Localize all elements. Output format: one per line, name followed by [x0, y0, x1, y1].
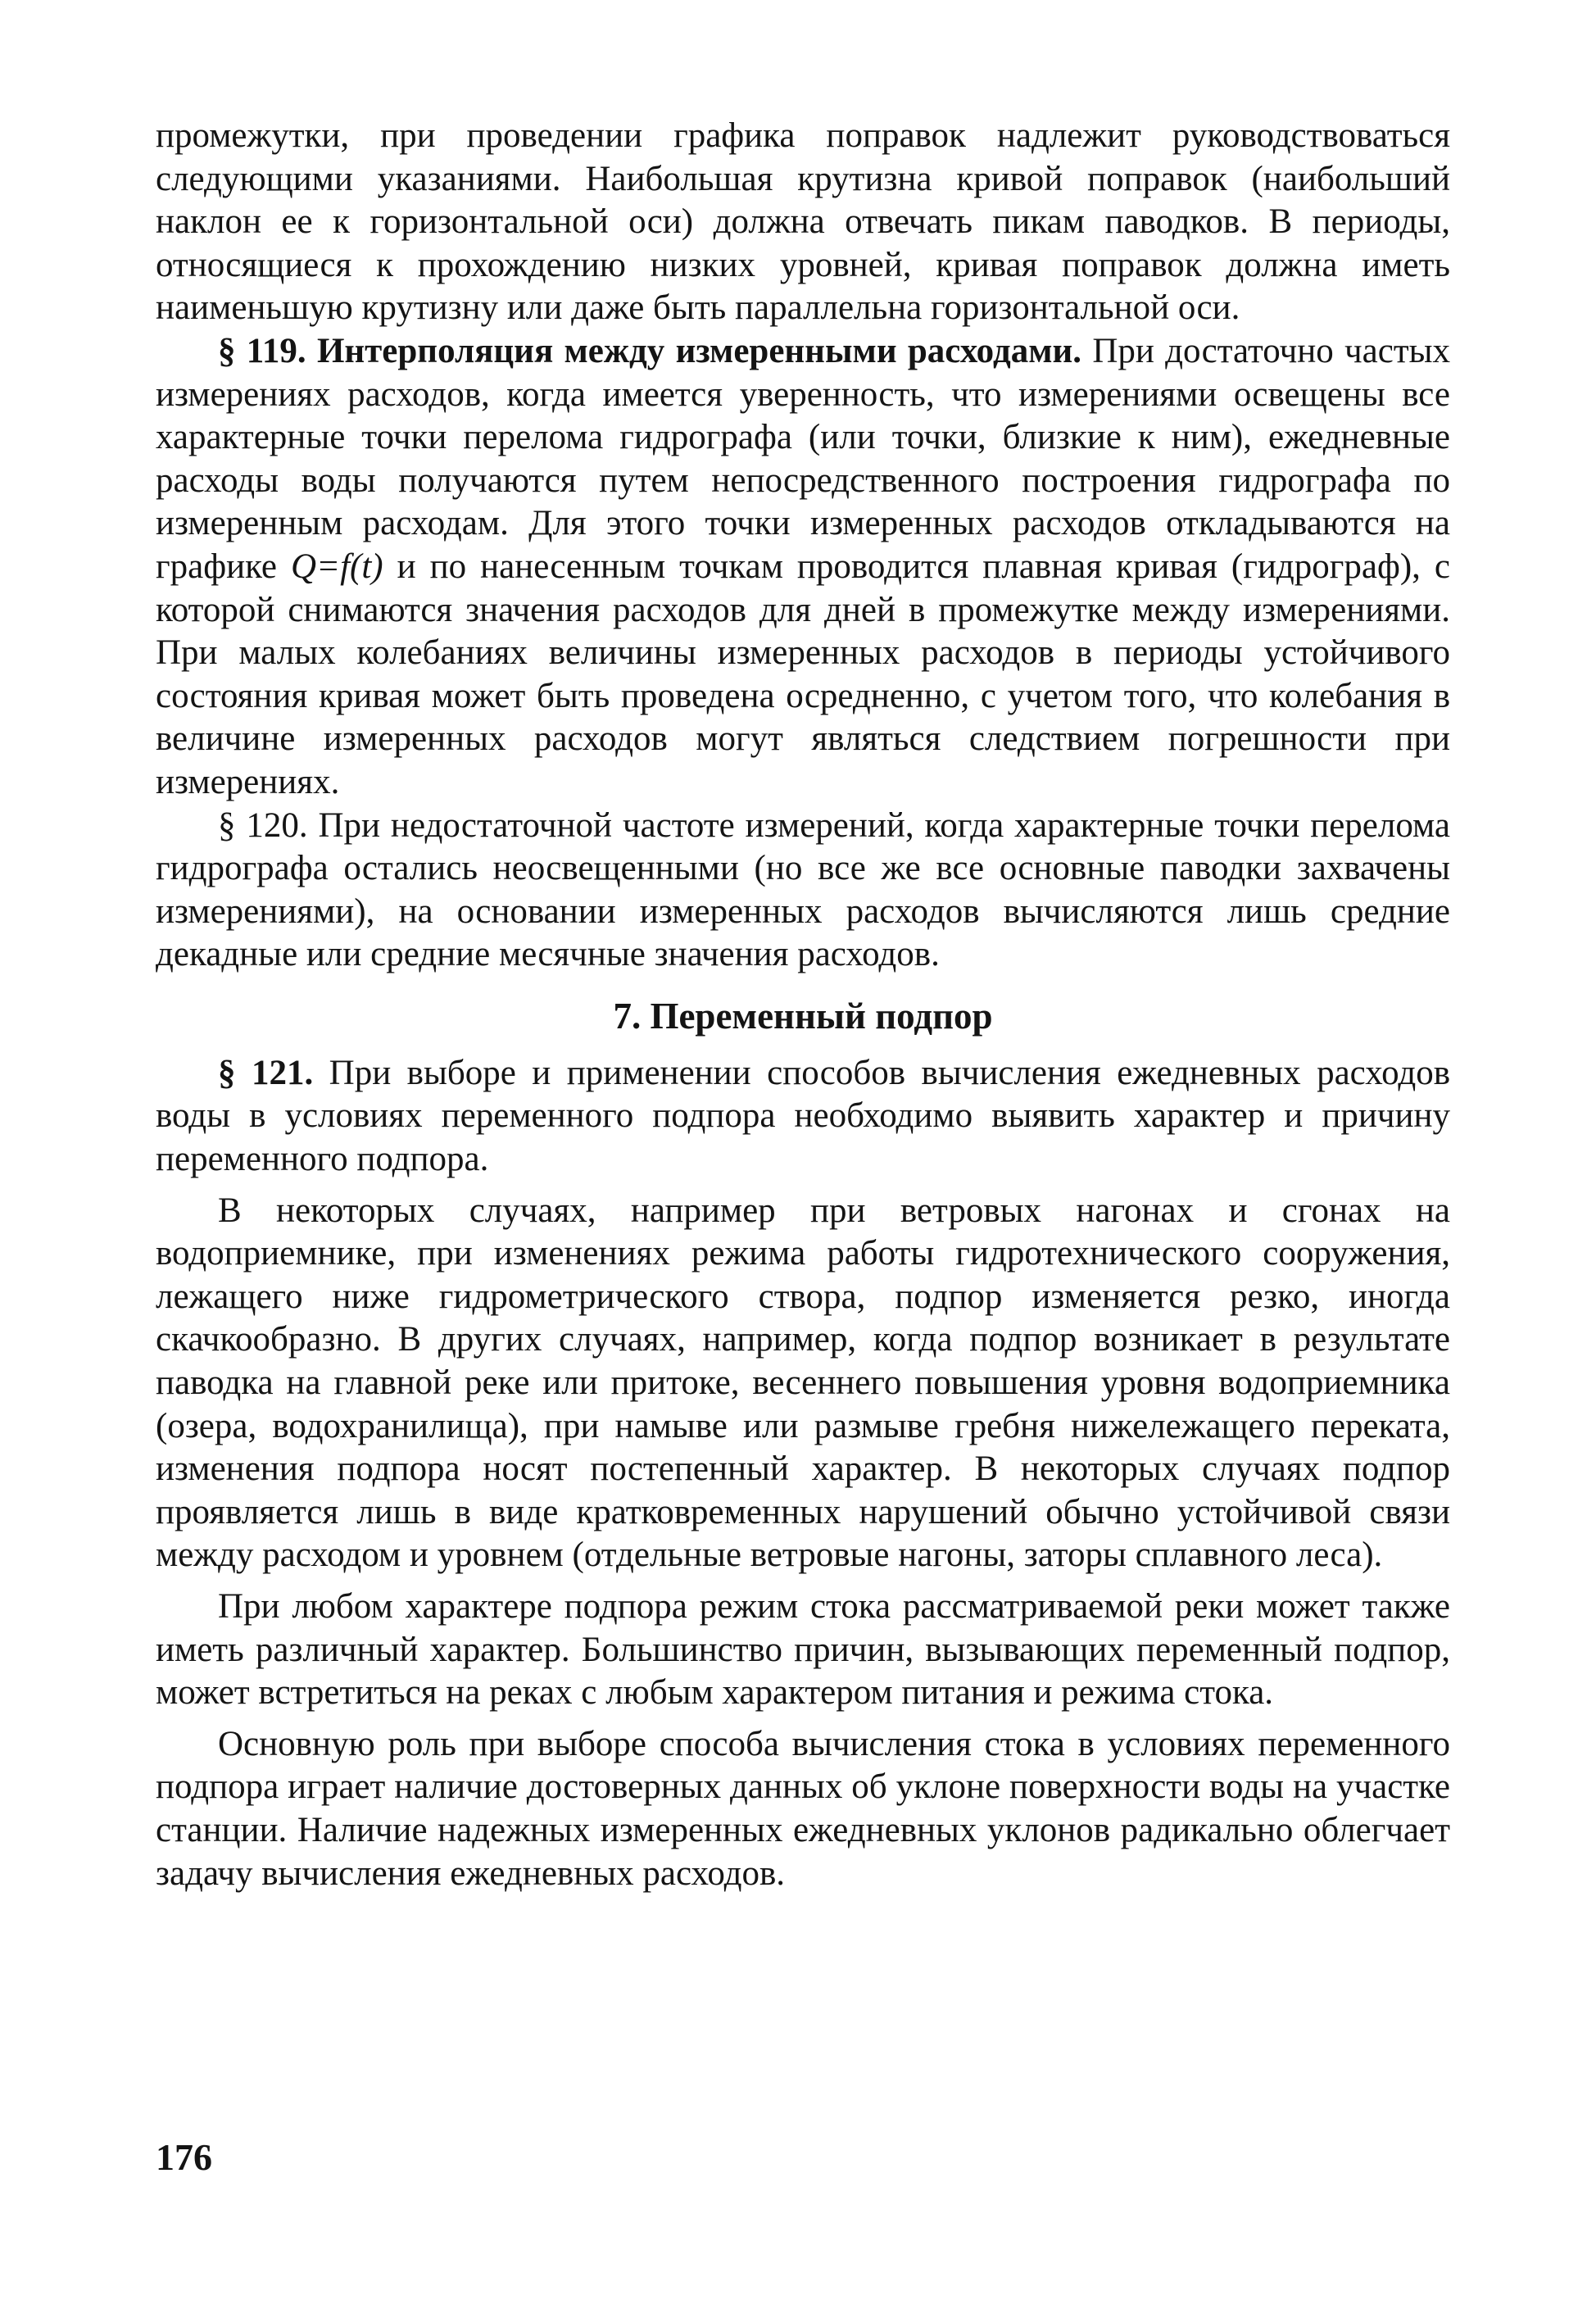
- section-heading: 7. Переменный подпор: [613, 995, 993, 1037]
- page-content: [156, 115, 1450, 1895]
- paragraph-section-120: [156, 805, 1450, 977]
- section-119-text-before: При достаточно частых измерениях расходов, когда имеется уверенность, что измерениями освещены все характерные точки перелома гидрографа (или точки, близкие к ним), ежедневные расходы воды получаются путем непосредственного построения гидрографа по измеренным расходам. Для этого точки измеренных расходов откладываются на графике: [156, 331, 1451, 586]
- section-119-text-after: и по нанесенным точкам проводится плавная кривая (гидрограф), с которой снимаются значения расходов для дней в промежутке между измерениями. При малых колебаниях величины измеренных расходов в периоды устойчивого состояния кривая может быть проведена осредненно, с учетом того, что колебания в величине измеренных расходов могут являться следствием погрешности при измерениях.: [156, 547, 1451, 801]
- paragraph-any-character: При любом характере подпора режим стока рассматриваемой реки может также иметь различный характер. Большинство причин, вызывающих переменный подпор, может встретиться на реках с любым характером питания и режима стока.: [156, 1587, 1450, 1713]
- section-121-text: При выборе и применении способов вычисления ежедневных расходов воды в условиях переменного подпора необходимо выявить характер и причину переменного подпора.: [156, 1053, 1451, 1179]
- section-121-number: § 121.: [218, 1053, 314, 1092]
- paragraph-section-119: [156, 330, 1450, 805]
- section-119-title: § 119. Интерполяция между измеренными расходами.: [218, 331, 1082, 370]
- paragraph-main-role: Основную роль при выборе способа вычисления стока в условиях переменного подпора играет наличие достоверных данных об уклоне поверхности воды на участке станции. Наличие надежных измеренных ежедневных уклонов радикально облегчает задачу вычисления ежедневных расходов.: [156, 1724, 1450, 1893]
- paragraph-section-121: [156, 1052, 1450, 1182]
- section-120-text: При недостаточной частоте измерений, когда характерные точки перелома гидрографа остались неосвещенными (но все же все основные паводки захвачены измерениями), на основании измеренных расходов вычисляются лишь средние декадные или средние месячные значения расходов.: [156, 805, 1451, 974]
- paragraph-cases: В некоторых случаях, например при ветровых нагонах и сгонах на водоприемнике, при изменениях режима работы гидротехнического сооружения, лежащего ниже гидрометрического створа, подпор изменяется резко, иногда скачкообразно. В других случаях, например, когда подпор возникает в результате паводка на главной реке или притоке, весеннего повышения уровня водоприемника (озера, водохранилища), при намыве или размыве гребня нижележащего переката, изменения подпора носят постепенный характер. В некоторых случаях подпор проявляется лишь в виде кратковременных нарушений обычно устойчивой связи между расходом и уровнем (отдельные ветровые нагоны, заторы сплавного леса).: [156, 1191, 1450, 1575]
- formula-q-of-t: Q=f(t): [291, 547, 383, 586]
- paragraph-intro: промежутки, при проведении графика поправок надлежит руководствоваться следующими указаниями. Наибольшая крутизна кривой поправок (наибольший наклон ее к горизонтальной оси) должна отвечать пикам паводков. В периоды, относящиеся к прохождению низких уровней, кривая поправок должна иметь наименьшую крутизну или даже быть параллельна горизонтальной оси.: [156, 116, 1450, 328]
- section-120-number: § 120.: [218, 805, 308, 845]
- page-number: 176: [156, 2136, 212, 2178]
